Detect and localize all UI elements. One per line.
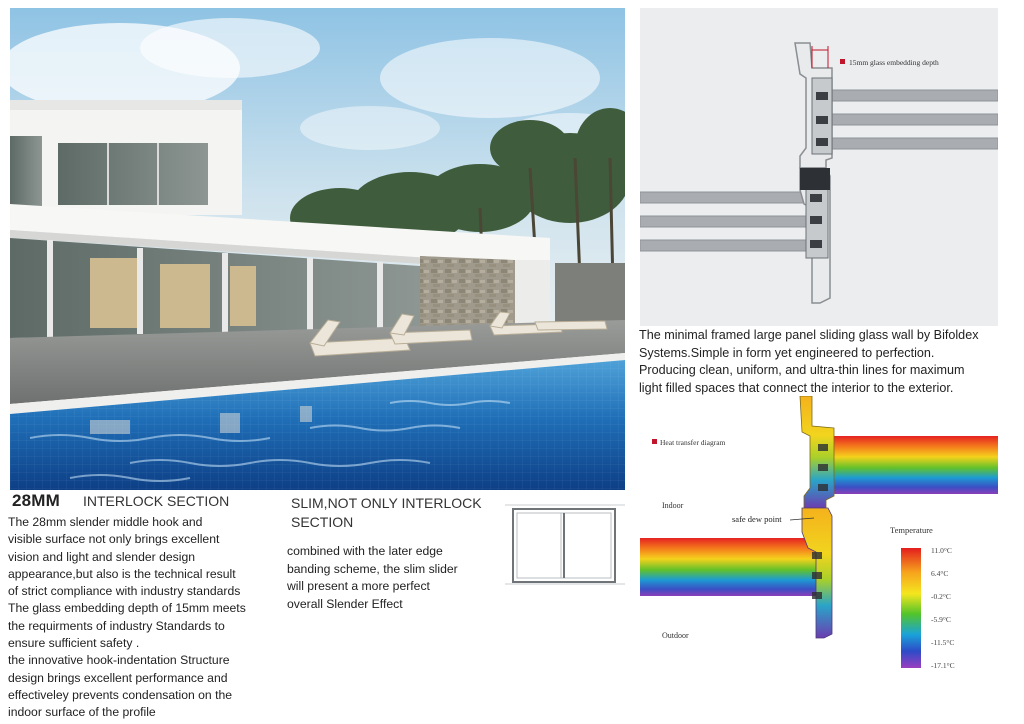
description-line: light filled spaces that connect the interior to the exterior. [639,380,954,395]
description-line: Producing clean, uniform, and ultra-thin lines for maximum [639,363,965,378]
section-title-28mm: 28MM [12,491,61,510]
outdoor-label: Outdoor [662,631,689,640]
heat-transfer-diagram [640,396,1002,686]
indoor-label: Indoor [662,501,684,510]
glass-depth-label: 15mm glass embedding depth [849,58,939,67]
product-description [639,327,1019,397]
hero-photo [10,8,625,490]
description-line: The minimal framed large panel sliding glass wall by Bifoldex [639,328,979,342]
body-line: vision and light and slender design [8,549,196,564]
body-line: banding scheme, the slim slider [287,561,458,576]
body-line: overall Slender Effect [287,596,403,611]
interlock-body-text [8,514,298,722]
legend-label: -11.5°C [931,638,955,647]
interlock-profile-figure [640,8,998,326]
body-line: indoor surface of the profile [8,705,156,720]
legend-label: -0.2°C [931,592,951,601]
body-line: design brings excellent performance and [8,670,228,685]
body-line: The glass embedding depth of 15mm meets [8,601,246,616]
section-title-slim [291,494,501,532]
slim-title-line: SLIM,NOT ONLY INTERLOCK [291,495,482,511]
body-line: The 28mm slender middle hook and [8,515,203,529]
dew-point-label: safe dew point [732,514,782,524]
legend-label: -5.9°C [931,615,951,624]
body-line: visible surface not only brings excellent [8,532,220,547]
body-line: effectiveley prevents condensation on the [8,687,233,702]
legend-label: -17.1°C [931,661,955,670]
body-line: appearance,but also is the technical result [8,566,236,581]
body-line: the innovative hook-indentation Structure [8,653,230,668]
slim-title-line: SECTION [291,514,354,530]
body-line: the requirments of industry Standards to [8,618,225,633]
sliding-window-icon [505,500,625,588]
body-line: will present a more perfect [287,579,430,593]
red-marker-icon [652,439,657,444]
description-line: Systems.Simple in form yet engineered to perfection. [639,345,935,360]
legend-title: Temperature [890,525,933,535]
red-marker-icon [840,59,845,64]
body-line: ensure sufficient safety . [8,636,140,651]
heat-diagram-title: Heat transfer diagram [660,438,726,447]
slim-body-text [287,543,497,613]
temperature-scale [901,548,921,668]
body-line: of strict compliance with industry standards [8,584,241,599]
section-title-interlock: INTERLOCK SECTION [83,493,230,509]
body-line: combined with the later edge [287,544,443,558]
legend-label: 11.0°C [931,546,952,555]
legend-label: 6.4°C [931,569,949,578]
